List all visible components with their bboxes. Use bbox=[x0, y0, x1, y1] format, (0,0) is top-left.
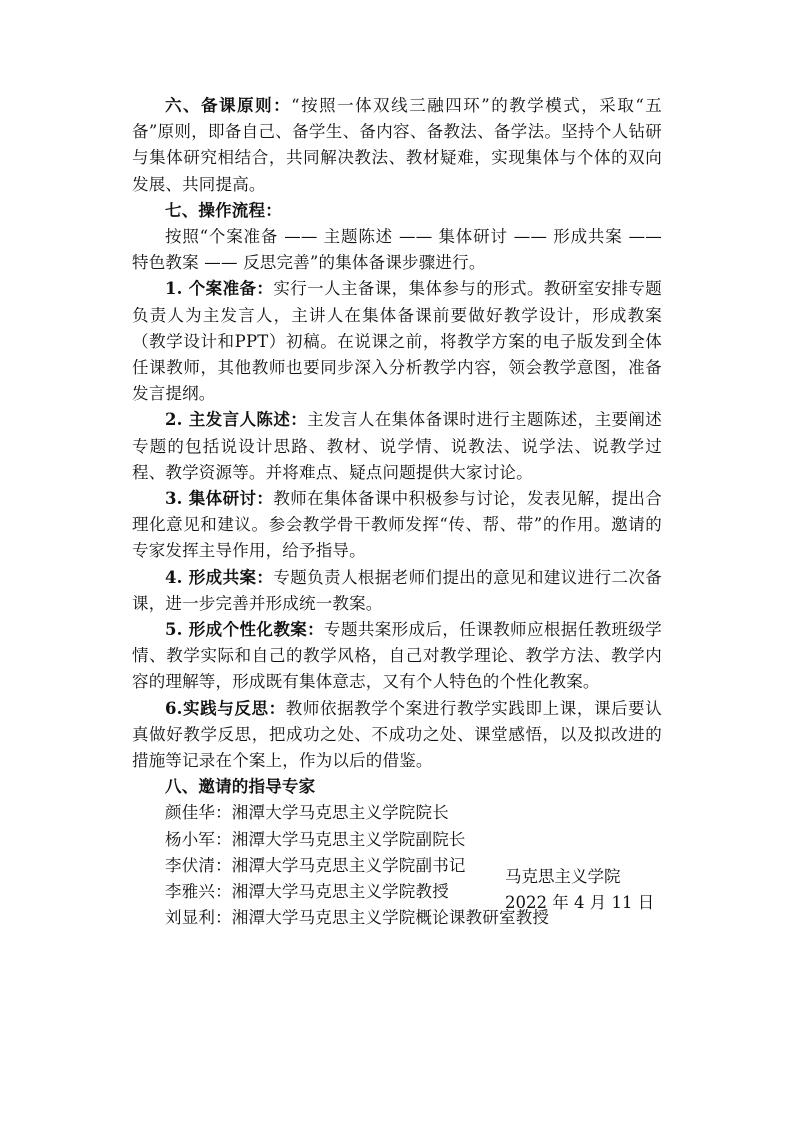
step-2-label: 2. 主发言人陈述： bbox=[165, 410, 308, 430]
step-2-paragraph bbox=[132, 407, 662, 486]
step-3-text: 教师在集体备课中积极参与讨论，发表见解，提出合理化意见和建议。参会教学骨干教师发挥“传、帮、带”的作用。邀请的专家发挥主导作用，给予指导。 bbox=[132, 489, 662, 561]
expert-item: 李伏清：湘潭大学马克思主义学院副书记 bbox=[165, 855, 466, 875]
step-3-label: 3. 集体研讨： bbox=[165, 489, 274, 509]
section-7-intro: 按照“个案准备 —— 主题陈述 —— 集体研讨 —— 形成共案 —— 特色教案 —— 反思完善”的集体备课步骤进行。 bbox=[132, 227, 662, 273]
step-5-label: 5. 形成个性化教案： bbox=[165, 620, 325, 640]
section-6-paragraph bbox=[132, 93, 662, 198]
expert-item: 刘显利：湘潭大学马克思主义学院概论课教研室教授 bbox=[165, 908, 550, 928]
section-7-heading: 七、操作流程： bbox=[165, 200, 282, 220]
step-5-text: 专题共案形成后，任课教师应根据任教班级学情、教学实际和自己的教学风格，自己对教学理论、教学方法、教学内容的理解等，形成既有集体意志，又有个人特色的个性化教案。 bbox=[132, 620, 663, 692]
section-6-label: 六、备课原则： bbox=[165, 96, 292, 115]
step-5-paragraph bbox=[132, 617, 662, 696]
step-1-text: 实行一人主备课，集体参与的形式。教研室安排专题负责人为主发言人，主讲人在集体备课前要做好教学设计，形成教案（教学设计和PPT）初稿。在说课之前，将教学方案的电子版发到全体任课教师，其他教师也要同步深入分析教学内容，领会教学意图，准备发言提纲。 bbox=[132, 279, 662, 404]
step-3-paragraph bbox=[132, 486, 662, 565]
document-body bbox=[132, 93, 662, 932]
step-2-text: 主发言人在集体备课时进行主题陈述，主要阐述专题的包括说设计思路、教材、说学情、说教法、说学法、说教学过程、教学资源等。并将难点、疑点问题提供大家讨论。 bbox=[132, 410, 662, 482]
signature-block bbox=[132, 864, 662, 916]
step-1-paragraph bbox=[132, 276, 662, 407]
expert-item: 李雅兴：湘潭大学马克思主义学院教授 bbox=[165, 882, 449, 902]
step-1-label: 1. 个案准备： bbox=[165, 279, 274, 299]
signature-organization: 马克思主义学院 bbox=[505, 867, 621, 886]
step-6-text: 教师依据教学个案进行教学实践即上课，课后要认真做好教学反思，把成功之处、不成功之处、课堂感悟，以及拟改进的措施等记录在个案上，作为以后的借鉴。 bbox=[132, 698, 663, 771]
expert-item: 颜佳华：湘潭大学马克思主义学院院长 bbox=[165, 803, 449, 823]
signature-date: 2022 年 4 月 11 日 bbox=[505, 893, 655, 913]
step-4-paragraph bbox=[132, 565, 662, 617]
expert-item: 杨小军：湘潭大学马克思主义学院副院长 bbox=[165, 829, 466, 849]
section-8-heading: 八、邀请的指导专家 bbox=[165, 777, 316, 797]
step-4-label: 4. 形成共案： bbox=[165, 567, 274, 587]
step-6-paragraph bbox=[132, 696, 662, 775]
step-6-label: 6.实践与反思： bbox=[165, 698, 286, 718]
section-6-text: “按照一体双线三融四环”的教学模式，采取“五备”原则，即备自己、备学生、备内容、备教法、备学法。坚持个人钻研与集体研究相结合，共同解决教法、教材疑难，实现集体与个体的双向发展、共同提高。 bbox=[132, 96, 662, 194]
step-4-text: 专题负责人根据老师们提出的意见和建议进行二次备课，进一步完善并形成统一教案。 bbox=[132, 567, 662, 613]
